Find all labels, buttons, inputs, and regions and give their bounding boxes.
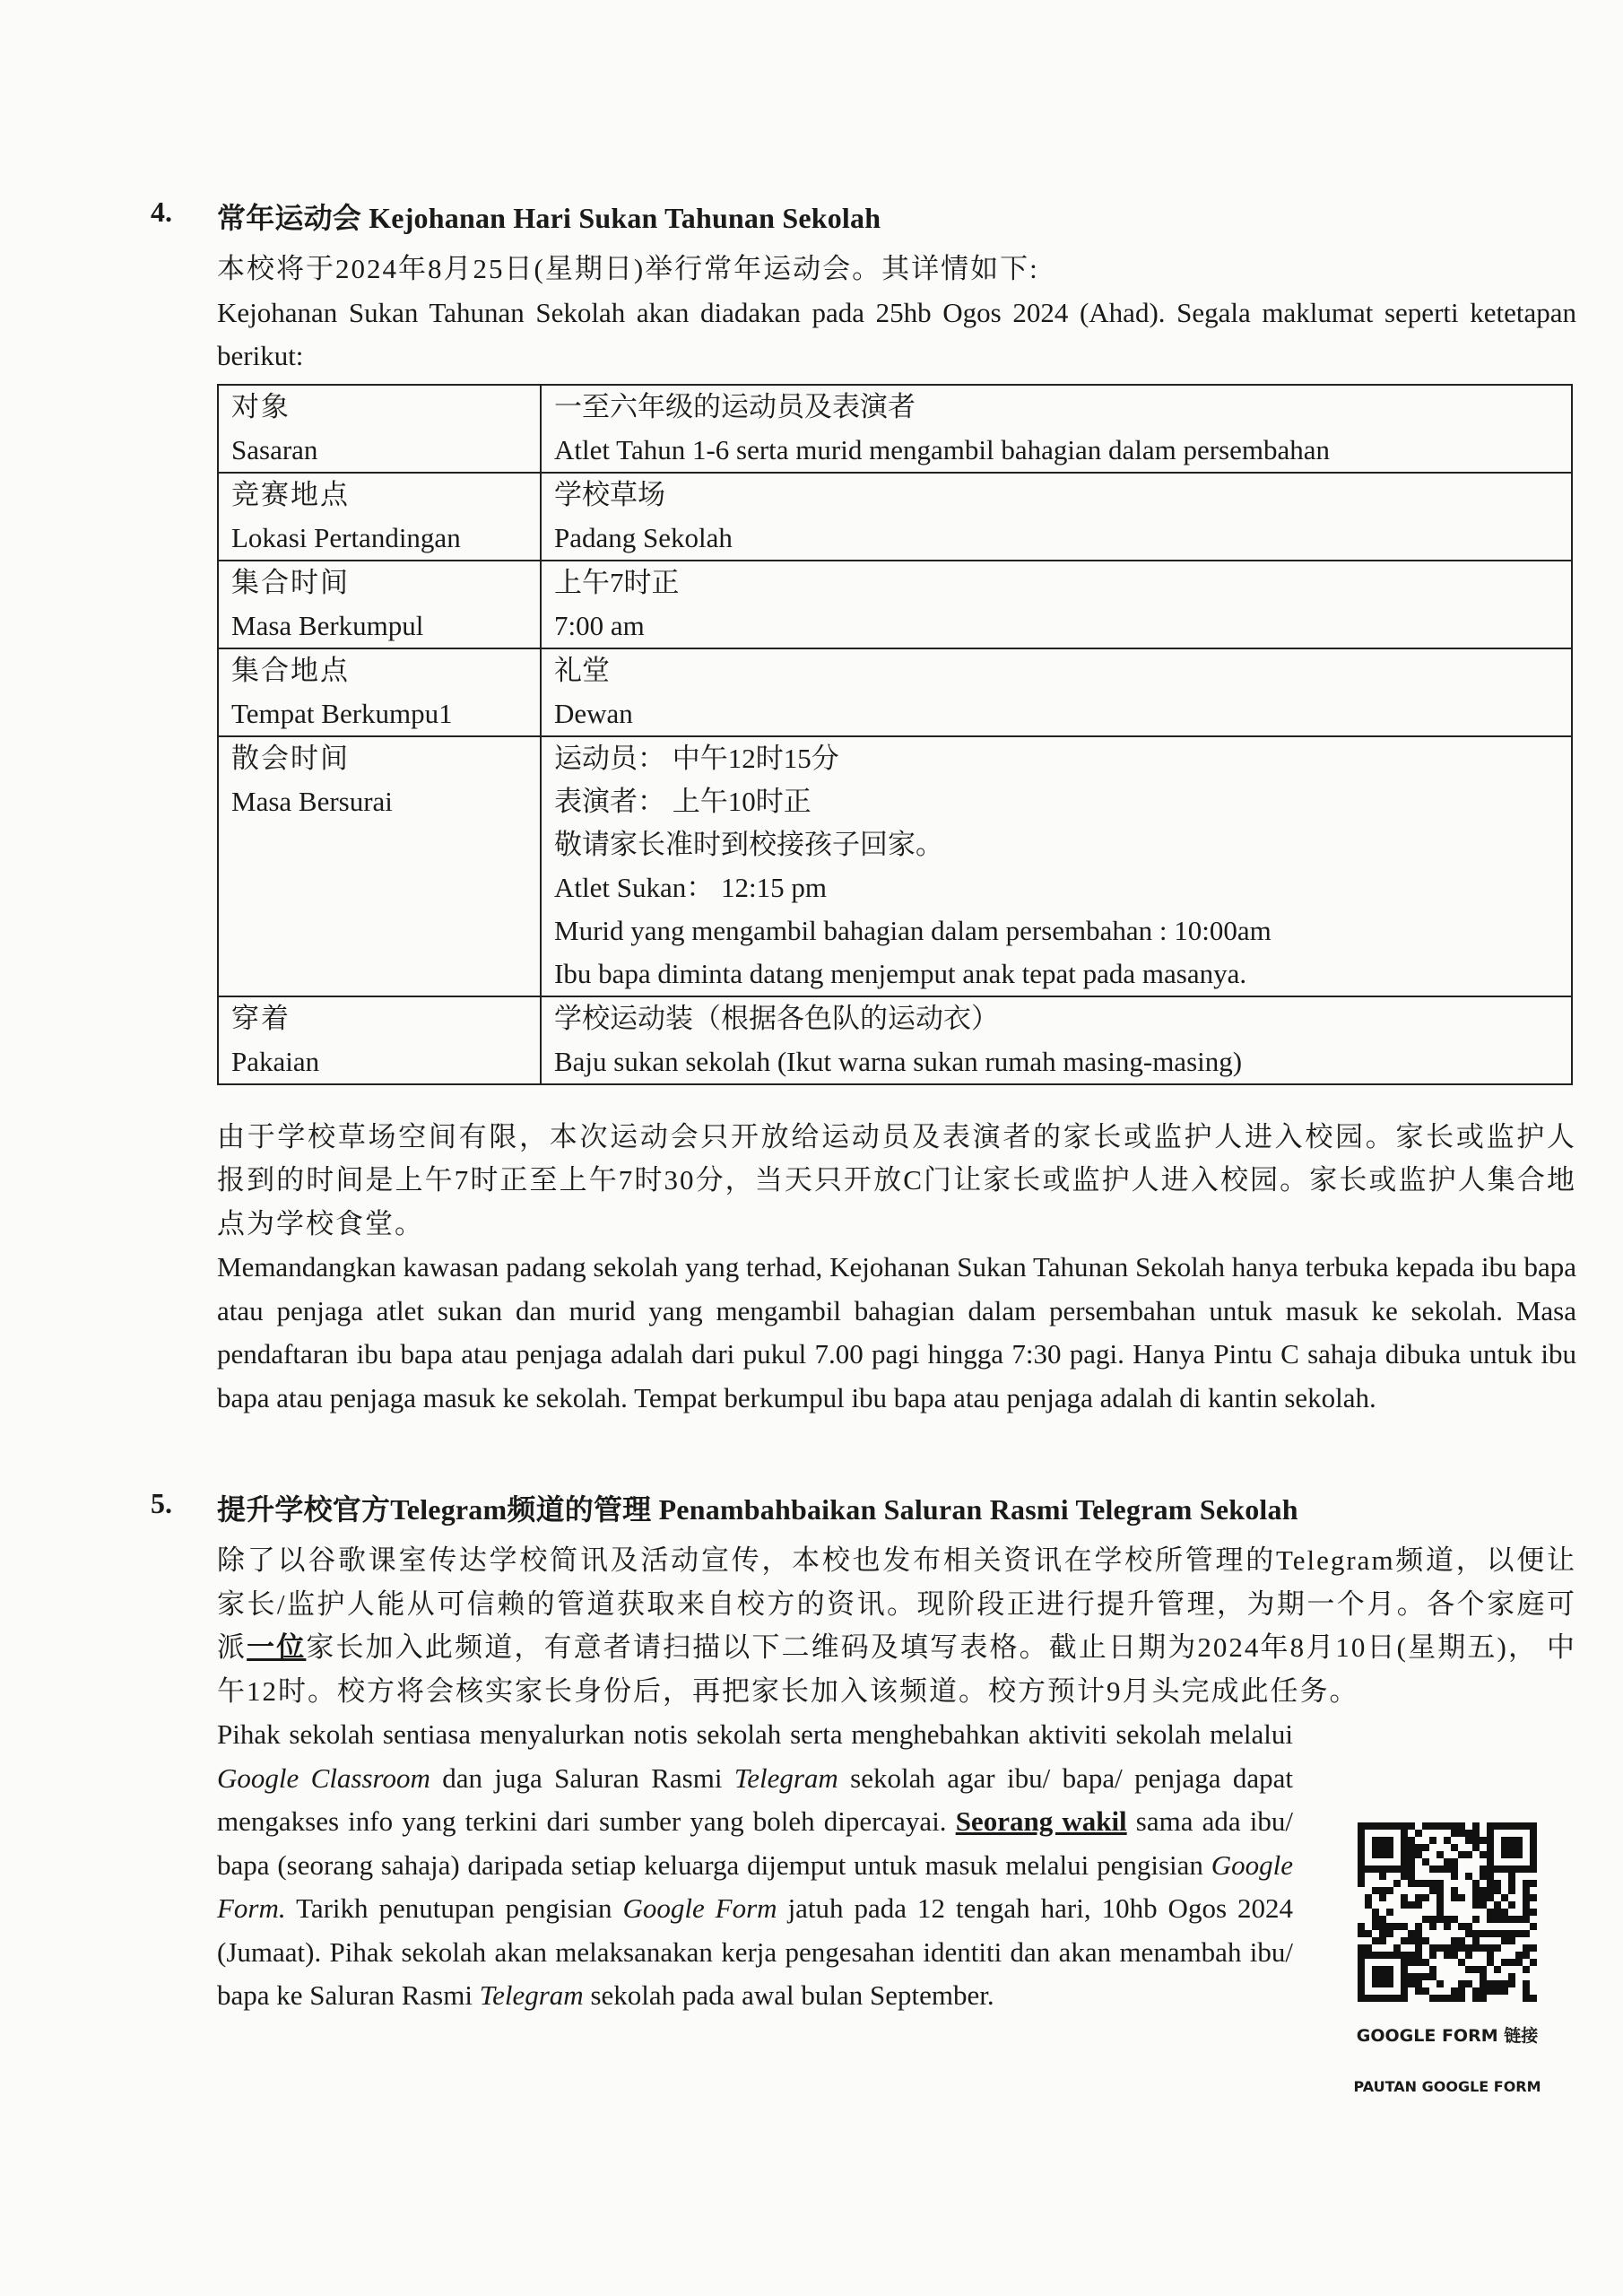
section-number: 5.: [151, 1487, 172, 1519]
notice-chinese: 由于学校草场空间有限，本次运动会只开放给运动员及表演者的家长或监护人进入校园。家长或监护人报到的时间是上午7时正至上午7时30分，当天只开放C门让家长或监护人进入校园。家长或监护人集合地点为学校食堂。: [217, 1120, 1576, 1239]
field-label-malay: Masa Bersurai: [231, 785, 393, 817]
table-row: [218, 736, 1572, 996]
field-value-line: 表演者： 上午10时正: [554, 785, 812, 817]
field-label-chinese: 集合地点: [231, 654, 350, 686]
table-row: [218, 648, 1572, 736]
field-value-cell: [541, 385, 1572, 473]
table-row: [218, 561, 1572, 648]
field-value-line: Dewan: [554, 697, 633, 729]
field-value-line: 上午7时正: [554, 566, 680, 598]
section-number: 4.: [151, 196, 172, 228]
field-value-line: 学校草场: [554, 478, 665, 510]
intro-chinese: 本校将于2024年8月25日(星期日)举行常年运动会。其详情如下:: [217, 253, 1039, 284]
details-table: [217, 384, 1573, 1085]
section-title: 提升学校官方Telegram频道的管理 Penambahbaikan Saluran Rasmi Telegram Sekolah: [217, 1493, 1298, 1526]
intro-malay: Kejohanan Sukan Tahunan Sekolah akan diadakan pada 25hb Ogos 2024 (Ahad). Segala maklumat seperti ketetapan berikut:: [217, 296, 1576, 371]
field-label-chinese: 散会时间: [231, 742, 350, 774]
field-label-cell: [218, 385, 541, 473]
section-heading: [151, 196, 1576, 248]
section-heading: [151, 1487, 1576, 1539]
field-value-line: Murid yang mengambil bahagian dalam persembahan : 10:00am: [554, 914, 1271, 946]
qr-caption-chinese: GOOGLE FORM 链接: [1356, 2026, 1539, 2046]
field-value-cell: [541, 736, 1572, 996]
field-label-chinese: 对象: [231, 390, 291, 422]
field-value-line: 一至六年级的运动员及表演者: [554, 390, 916, 422]
field-label-chinese: 集合时间: [231, 566, 350, 598]
section-telegram: [151, 1487, 1576, 2095]
field-label-chinese: 穿着: [231, 1002, 291, 1034]
field-value-cell: [541, 996, 1572, 1084]
field-label-cell: [218, 996, 541, 1084]
field-value-line: 敬请家长准时到校接孩子回家。: [554, 828, 943, 860]
field-label-cell: [218, 648, 541, 736]
telegram-chinese: 除了以谷歌课室传达学校简讯及活动宣传，本校也发布相关资讯在学校所管理的Telegram频道，以便让家长/监护人能从可信赖的管道获取来自校方的资讯。现阶段正进行提升管理，为期一个月。各个家庭可派一位家长加入此频道，有意者请扫描以下二维码及填写表格。截止日期为2024年8月10日(星期五)， 中午12时。校方将会核实家长身份后，再把家长加入该频道。校方预计9月头完成此任务。: [217, 1544, 1576, 1707]
field-value-cell: [541, 561, 1572, 648]
one-parent-emphasis: 一位: [247, 1631, 307, 1663]
field-label-malay: Pakaian: [231, 1045, 320, 1077]
telegram-malay: Pihak sekolah sentiasa menyalurkan notis sekolah serta menghebahkan aktiviti sekolah melalui Google Classroom dan juga Saluran Rasmi Telegram sekolah agar ibu/ bapa/ penjaga dapat mengakses info yang terkini dari sumber yang boleh dipercayai. Seorang wakil sama ada ibu/ bapa (seorang sahaja) daripada setiap keluarga dijemput untuk masuk melalui pengisian Google Form. Tarikh penutupan pengisian Google Form jatuh pada 12 tengah hari, 10hb Ogos 2024 (Jumaat). Pihak sekolah akan melaksanakan kerja pengesahan identiti dan akan menambah ibu/ bapa ke Saluran Rasmi Telegram sekolah pada awal bulan September.: [217, 1718, 1293, 2011]
one-representative-emphasis: Seorang wakil: [955, 1805, 1127, 1837]
field-label-cell: [218, 561, 541, 648]
table-row: [218, 996, 1572, 1084]
table-row: [218, 473, 1572, 561]
field-value-line: 运动员： 中午12时15分: [554, 742, 839, 774]
field-label-malay: Sasaran: [231, 433, 318, 465]
field-value-line: 学校运动装（根据各色队的运动衣）: [554, 1002, 999, 1034]
field-label-malay: Lokasi Pertandingan: [231, 521, 461, 553]
field-value-cell: [541, 648, 1572, 736]
field-value-line: 7:00 am: [554, 609, 645, 641]
field-label-malay: Tempat Berkumpu1: [231, 697, 453, 729]
field-value-line: Atlet Tahun 1-6 serta murid mengambil bahagian dalam persembahan: [554, 433, 1330, 465]
field-value-line: Baju sukan sekolah (Ikut warna sukan rumah masing-masing): [554, 1045, 1243, 1077]
field-value-cell: [541, 473, 1572, 561]
field-label-chinese: 竞赛地点: [231, 478, 350, 510]
table-row: [218, 385, 1572, 473]
field-value-line: Ibu bapa diminta datang menjemput anak tepat pada masanya.: [554, 957, 1247, 989]
field-value-line: 礼堂: [554, 654, 610, 686]
field-label-malay: Masa Berkumpul: [231, 609, 424, 641]
section-sports-day: [151, 196, 1576, 1420]
field-label-cell: [218, 736, 541, 996]
field-value-line: Atlet Sukan： 12:15 pm: [554, 871, 827, 903]
qr-code-block: [1343, 1822, 1551, 2109]
notice-malay: Memandangkan kawasan padang sekolah yang terhad, Kejohanan Sukan Tahunan Sekolah hanya terbuka kepada ibu bapa atau penjaga atlet sukan dan murid yang mengambil bahagian dalam persembahan untuk masuk ke sekolah. Masa pendaftaran ibu bapa atau penjaga adalah dari pukul 7.00 pagi hingga 7:30 pagi. Hanya Pintu C sahaja dibuka untuk ibu bapa atau penjaga masuk ke sekolah. Tempat berkumpul ibu bapa atau penjaga adalah di kantin sekolah.: [217, 1251, 1576, 1413]
section-title: 常年运动会 Kejohanan Hari Sukan Tahunan Sekolah: [217, 202, 881, 234]
field-value-line: Padang Sekolah: [554, 521, 733, 553]
field-label-cell: [218, 473, 541, 561]
google-form-qr-code[interactable]: [1358, 1822, 1537, 2002]
qr-caption-malay: PAUTAN GOOGLE FORM: [1353, 2077, 1541, 2095]
